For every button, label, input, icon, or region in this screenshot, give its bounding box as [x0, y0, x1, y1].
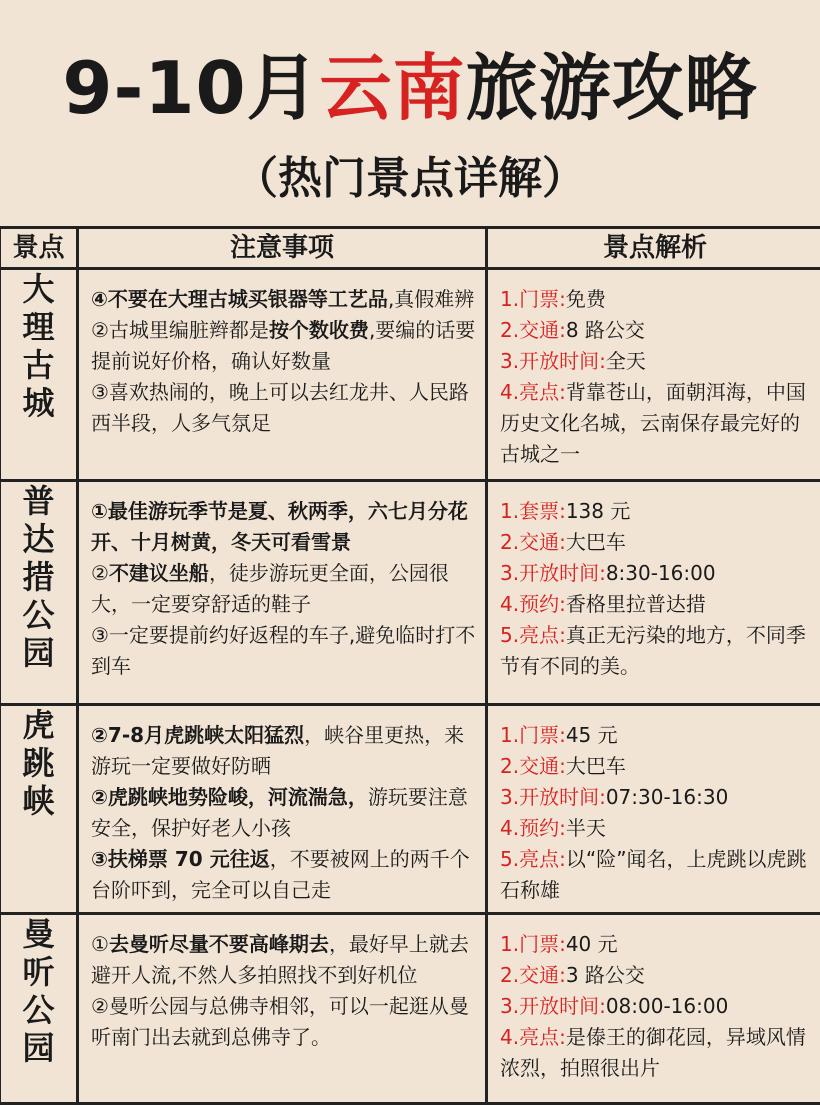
notes-cell	[78, 914, 487, 1104]
info-value: 3 路公交	[566, 963, 645, 987]
page-title	[0, 38, 820, 138]
info-value: 真正无污染的地方，不同季节有不同的美。	[500, 623, 806, 678]
attraction-name-cell	[0, 914, 78, 1104]
info-label: 4.预约:	[500, 816, 566, 840]
info-item	[500, 527, 814, 558]
info-item	[500, 1022, 814, 1084]
info-item	[500, 346, 814, 377]
note-emphasis: ③扶梯票 70 元往返	[91, 847, 270, 871]
info-value: 以“险”闻名，上虎跳以虎跳石称雄	[500, 847, 807, 902]
info-item	[500, 315, 814, 346]
info-label: 3.开放时间:	[500, 994, 606, 1018]
info-value: 背靠苍山，面朝洱海，中国历史文化名城，云南保存最完好的古城之一	[500, 380, 806, 466]
note-emphasis: 去曼听尽量不要高峰期去	[109, 932, 329, 956]
info-value: 大巴车	[566, 754, 626, 778]
note-text: ,要编的话要提前说好价格，确认好数量	[91, 318, 475, 373]
info-value: 40 元	[566, 932, 618, 956]
note-item	[91, 991, 477, 1053]
note-item	[91, 720, 477, 782]
info-value: 08:00-16:00	[606, 994, 729, 1018]
notes-cell	[78, 705, 487, 914]
note-emphasis: 按个数收费	[269, 318, 369, 342]
note-item	[91, 315, 477, 377]
info-label: 1.门票:	[500, 287, 566, 311]
info-item	[500, 929, 814, 960]
notes-cell	[78, 481, 487, 705]
info-value: 138 元	[566, 499, 631, 523]
info-item	[500, 751, 814, 782]
info-item	[500, 813, 814, 844]
info-label: 5.亮点:	[500, 847, 566, 871]
info-label: 3.开放时间:	[500, 349, 606, 373]
note-text: ①	[91, 932, 109, 956]
info-value: 全天	[606, 349, 646, 373]
note-item	[91, 496, 477, 558]
note-text: ，徒步游玩更全面，公园很大，一定要穿舒适的鞋子	[91, 561, 449, 616]
note-emphasis: ①最佳游玩季节是夏、秋两季，六七月分花开、十月树黄，冬天可看雪景	[91, 499, 468, 554]
analysis-cell	[487, 269, 820, 481]
attraction-name: 曼听公园	[22, 915, 56, 1067]
title-highlight: 云南	[320, 46, 466, 130]
info-item	[500, 960, 814, 991]
note-text: ，最好早上就去避开人流,不然人多拍照找不到好机位	[91, 932, 469, 987]
notes-cell	[78, 269, 487, 481]
info-label: 3.开放时间:	[500, 785, 606, 809]
title-part-2: 旅游攻略	[466, 46, 758, 130]
info-label: 4.亮点:	[500, 1025, 566, 1049]
attraction-name: 普达措公园	[22, 482, 56, 672]
info-label: 2.交通:	[500, 530, 566, 554]
table-row	[0, 705, 820, 914]
attraction-name: 虎跳峡	[22, 706, 56, 820]
info-item	[500, 284, 814, 315]
info-value: 8 路公交	[566, 318, 645, 342]
info-item	[500, 991, 814, 1022]
attractions-table	[0, 226, 820, 1105]
info-label: 2.交通:	[500, 318, 566, 342]
info-value: 香格里拉普达措	[566, 592, 706, 616]
note-text: ③一定要提前约好返程的车子,避免临时打不到车	[91, 623, 475, 678]
info-item	[500, 558, 814, 589]
info-label: 2.交通:	[500, 963, 566, 987]
info-label: 1.门票:	[500, 932, 566, 956]
note-item	[91, 782, 477, 844]
info-item	[500, 377, 814, 470]
note-item	[91, 620, 477, 682]
note-item	[91, 284, 477, 315]
info-item	[500, 720, 814, 751]
info-label: 5.亮点:	[500, 623, 566, 647]
info-value: 半天	[566, 816, 606, 840]
info-item	[500, 782, 814, 813]
attraction-name-cell	[0, 705, 78, 914]
note-emphasis: ②7-8月虎跳峡太阳猛烈	[91, 723, 304, 747]
note-text: ②古城里编脏辫都是	[91, 318, 269, 342]
info-item	[500, 589, 814, 620]
table-header-row	[0, 228, 820, 269]
note-text: 游玩要注意安全，保护好老人小孩	[91, 785, 468, 840]
header-analysis: 景点解析	[487, 228, 820, 269]
attraction-name-cell	[0, 269, 78, 481]
table-row	[0, 914, 820, 1104]
note-emphasis: ④不要在大理古城买银器等工艺品	[91, 287, 388, 311]
info-label: 4.预约:	[500, 592, 566, 616]
note-item	[91, 558, 477, 620]
info-label: 4.亮点:	[500, 380, 566, 404]
info-value: 07:30-16:30	[606, 785, 729, 809]
table-row	[0, 269, 820, 481]
info-value: 大巴车	[566, 530, 626, 554]
note-item	[91, 929, 477, 991]
info-item	[500, 496, 814, 527]
analysis-cell	[487, 481, 820, 705]
info-value: 45 元	[566, 723, 618, 747]
info-label: 1.套票:	[500, 499, 566, 523]
header-notes: 注意事项	[78, 228, 487, 269]
attraction-name: 大理古城	[22, 270, 56, 422]
note-text: ③喜欢热闹的，晚上可以去红龙井、人民路西半段，人多气氛足	[91, 380, 469, 435]
info-label: 2.交通:	[500, 754, 566, 778]
table-row	[0, 481, 820, 705]
info-label: 3.开放时间:	[500, 561, 606, 585]
info-value: 免费	[566, 287, 606, 311]
analysis-cell	[487, 914, 820, 1104]
note-emphasis: 不建议坐船	[109, 561, 209, 585]
note-item	[91, 844, 477, 906]
note-text: ②曼听公园与总佛寺相邻，可以一起逛从曼听南门出去就到总佛寺了。	[91, 994, 469, 1049]
note-text: ②	[91, 561, 109, 585]
info-value: 8:30-16:00	[606, 561, 716, 585]
note-item	[91, 377, 477, 439]
title-part-1: 9-10月	[62, 46, 319, 130]
info-value: 是傣王的御花园，异域风情浓烈，拍照很出片	[500, 1025, 806, 1080]
page-subtitle: （热门景点详解）	[0, 146, 820, 212]
attraction-name-cell	[0, 481, 78, 705]
info-label: 1.门票:	[500, 723, 566, 747]
info-item	[500, 844, 814, 906]
analysis-cell	[487, 705, 820, 914]
header-attraction: 景点	[0, 228, 78, 269]
note-text: ，不要被网上的两千个台阶吓到，完全可以自己走	[91, 847, 470, 902]
note-text: ,真假难辨	[388, 287, 474, 311]
note-emphasis: ②虎跳峡地势险峻，河流湍急，	[91, 785, 368, 809]
info-item	[500, 620, 814, 682]
note-text: ，峡谷里更热，来游玩一定要做好防晒	[91, 723, 464, 778]
